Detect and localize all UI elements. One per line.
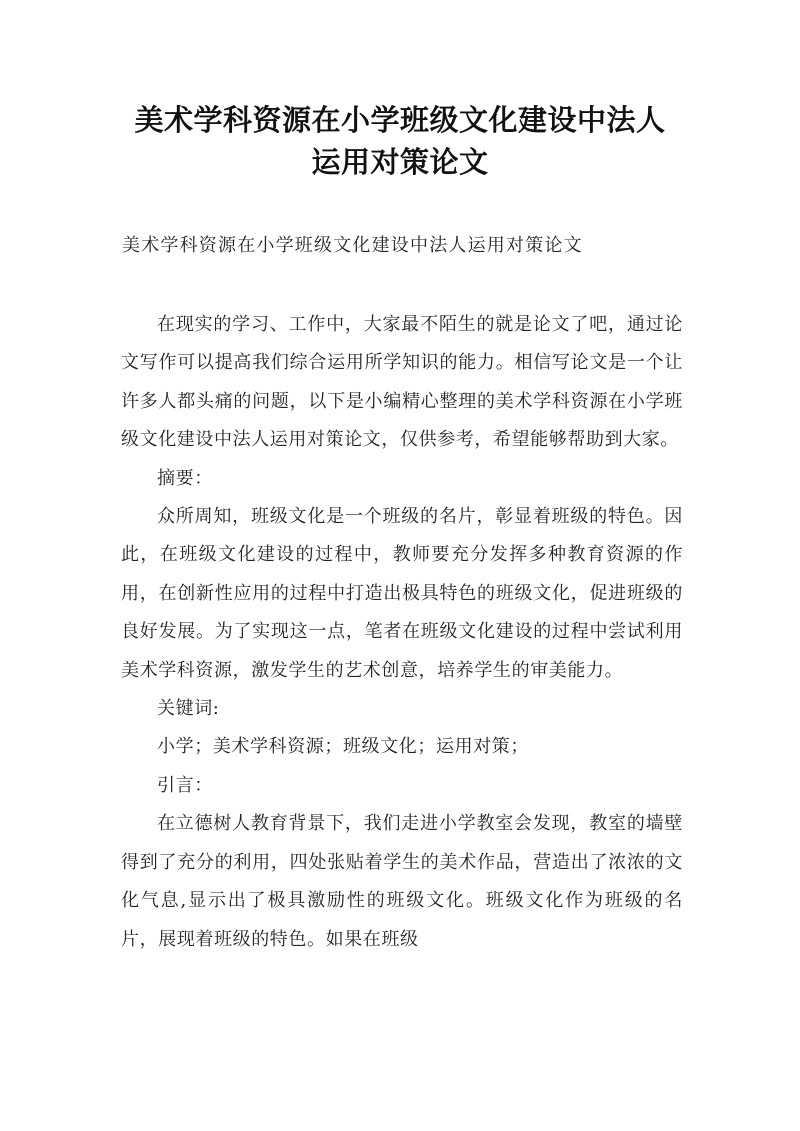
abstract-label: 摘要：	[157, 467, 213, 489]
preface-label: 引言：	[157, 774, 213, 796]
intro-paragraph: 在现实的学习、工作中，大家最不陌生的就是论文了吧，通过论文写作可以提高我们综合运用所学知识的能力。相信写论文是一个让许多人都头痛的问题，以下是小编精心整理的美术学科资源在小学班级文化建设中法人运用对策论文，仅供参考，希望能够帮助到大家。	[121, 314, 683, 451]
abstract-paragraph: 众所周知，班级文化是一个班级的名片，彰显着班级的特色。因此，在班级文化建设的过程中，教师要充分发挥多种教育资源的作用，在创新性应用的过程中打造出极具特色的班级文化，促进班级的良好发展。为了实现这一点，笔者在班级文化建设的过程中尝试利用美术学科资源，激发学生的艺术创意，培养学生的审美能力。	[121, 506, 683, 681]
keywords-paragraph: 小学；美术学科资源；班级文化；运用对策；	[157, 736, 529, 758]
keywords-label: 关键词:	[157, 698, 220, 720]
document-title-line-2: 运用对策论文	[311, 145, 489, 179]
document-body	[121, 306, 683, 959]
document-title-line-1: 美术学科资源在小学班级文化建设中法人	[134, 103, 666, 137]
document-subtitle: 美术学科资源在小学班级文化建设中法人运用对策论文	[122, 235, 583, 256]
preface-paragraph: 在立德树人教育背景下，我们走进小学教室会发现，教室的墙壁得到了充分的利用，四处张贴着学生的美术作品，营造出了浓浓的文化气息,显示出了极具激励性的班级文化。班级文化作为班级的名片，展现着班级的特色。如果在班级	[121, 813, 683, 950]
